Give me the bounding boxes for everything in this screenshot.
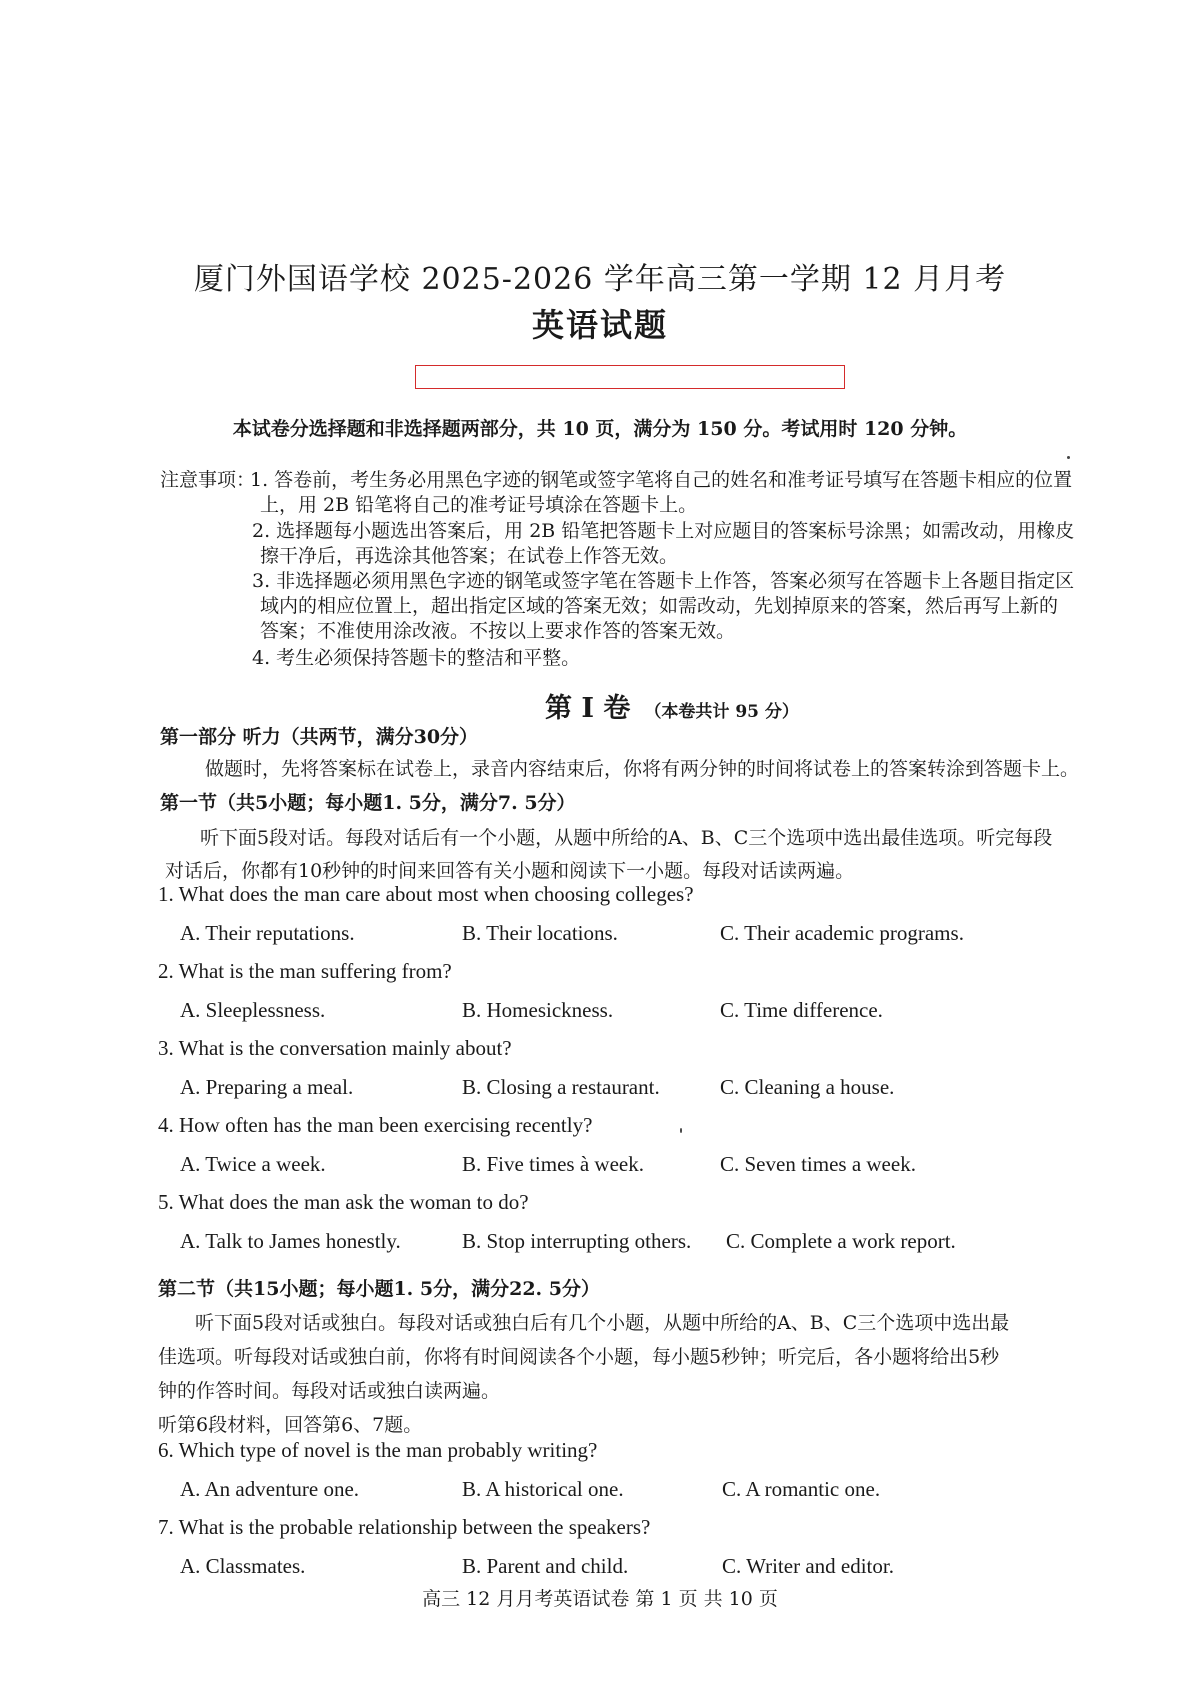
red-frame-box <box>415 365 845 389</box>
q5-option-a: A. Talk to James honestly. <box>180 1229 401 1253</box>
section1-instruction: 听下面5段对话。每段对话后有一个小题，从题中所给的A、B、C三个选项中选出最佳选项。听完每段 <box>200 827 1053 849</box>
q2-option-b: B. Homesickness. <box>462 998 614 1022</box>
section2-heading: 第二节（共15小题；每小题1. 5分，满分22. 5分） <box>158 1278 601 1300</box>
note-line: 擦干净后，再选涂其他答案；在试卷上作答无效。 <box>260 545 679 567</box>
volume-title <box>545 686 799 725</box>
question-4: 4. How often has the man been exercising recently? <box>158 1113 593 1137</box>
q3-option-a: A. Preparing a meal. <box>180 1075 354 1099</box>
part1-instruction: 做题时，先将答案标在试卷上，录音内容结束后，你将有两分钟的时间将试卷上的答案转涂到答题卡上。 <box>205 758 1080 780</box>
part1-heading: 第一部分 听力（共两节，满分30分） <box>160 726 479 748</box>
section2-instruction: 钟的作答时间。每段对话或独白读两遍。 <box>158 1380 501 1402</box>
q5-option-b: B. Stop interrupting others. <box>462 1229 692 1253</box>
q7-option-c: C. Writer and editor. <box>722 1554 894 1578</box>
exam-title: 厦门外国语学校 2025-2026 学年高三第一学期 12 月月考 <box>193 262 1007 297</box>
q2-option-c: C. Time difference. <box>720 998 883 1022</box>
q3-option-c: C. Cleaning a house. <box>720 1075 895 1099</box>
volume-title-text: 第 I 卷 <box>545 693 631 724</box>
q6-option-c: C. A romantic one. <box>722 1477 881 1501</box>
scan-speck <box>1067 456 1070 459</box>
exam-intro: 本试卷分选择题和非选择题两部分，共 10 页，满分为 150 分。考试用时 120 分钟。 <box>232 418 968 440</box>
question-6: 6. Which type of novel is the man probably writing? <box>158 1438 598 1462</box>
scan-speck <box>680 1128 682 1133</box>
q1-option-c: C. Their academic programs. <box>720 921 964 945</box>
q1-option-b: B. Their locations. <box>462 921 618 945</box>
section1-instruction: 对话后，你都有10秒钟的时间来回答有关小题和阅读下一小题。每段对话读两遍。 <box>165 860 855 882</box>
section2-instruction: 佳选项。听每段对话或独白前，你将有时间阅读各个小题，每小题5秒钟；听完后，各小题将给出5秒 <box>158 1346 1000 1368</box>
q6-option-a: A. An adventure one. <box>180 1477 360 1501</box>
note-line: 答案；不准使用涂改液。不按以上要求作答的答案无效。 <box>260 620 736 642</box>
q4-option-a: A. Twice a week. <box>180 1152 326 1176</box>
q2-option-a: A. Sleeplessness. <box>180 998 326 1022</box>
note-line: 1. 答卷前，考生务必用黑色字迹的钢笔或签字笔将自己的姓名和准考证号填写在答题卡相应的位置 <box>250 469 1073 491</box>
note-line: 2. 选择题每小题选出答案后，用 2B 铅笔把答题卡上对应题目的答案标号涂黑；如需改动，用橡皮 <box>252 520 1075 542</box>
q5-option-c: C. Complete a work report. <box>726 1229 956 1253</box>
section1-heading: 第一节（共5小题；每小题1. 5分，满分7. 5分） <box>160 792 576 814</box>
q7-option-b: B. Parent and child. <box>462 1554 629 1578</box>
q4-option-c: C. Seven times a week. <box>720 1152 916 1176</box>
page-footer: 高三 12 月月考英语试卷 第 1 页 共 10 页 <box>422 1588 778 1610</box>
question-1: 1. What does the man care about most when choosing colleges? <box>158 882 694 906</box>
q4-option-b: B. Five times à week. <box>462 1152 644 1176</box>
question-3: 3. What is the conversation mainly about? <box>158 1036 512 1060</box>
note-line: 上，用 2B 铅笔将自己的准考证号填涂在答题卡上。 <box>260 494 698 516</box>
note-line: 3. 非选择题必须用黑色字迹的钢笔或签字笔在答题卡上作答，答案必须写在答题卡上各题目指定区 <box>252 570 1075 592</box>
question-5: 5. What does the man ask the woman to do? <box>158 1190 529 1214</box>
note-line: 域内的相应位置上，超出指定区域的答案无效；如需改动，先划掉原来的答案，然后再写上新的 <box>260 595 1059 617</box>
section2-instruction: 听下面5段对话或独白。每段对话或独白后有几个小题，从题中所给的A、B、C三个选项中选出最 <box>195 1312 1010 1334</box>
question-7: 7. What is the probable relationship between the speakers? <box>158 1515 651 1539</box>
material-6-label: 听第6段材料，回答第6、7题。 <box>158 1414 423 1436</box>
q6-option-b: B. A historical one. <box>462 1477 624 1501</box>
q1-option-a: A. Their reputations. <box>180 921 355 945</box>
q3-option-b: B. Closing a restaurant. <box>462 1075 660 1099</box>
exam-subject-title: 英语试题 <box>531 306 668 344</box>
notes-label: 注意事项： <box>160 469 256 491</box>
question-2: 2. What is the man suffering from? <box>158 959 452 983</box>
volume-subtitle: （本卷共计 95 分） <box>644 702 799 722</box>
q7-option-a: A. Classmates. <box>180 1554 306 1578</box>
note-line: 4. 考生必须保持答题卡的整洁和平整。 <box>252 647 581 669</box>
